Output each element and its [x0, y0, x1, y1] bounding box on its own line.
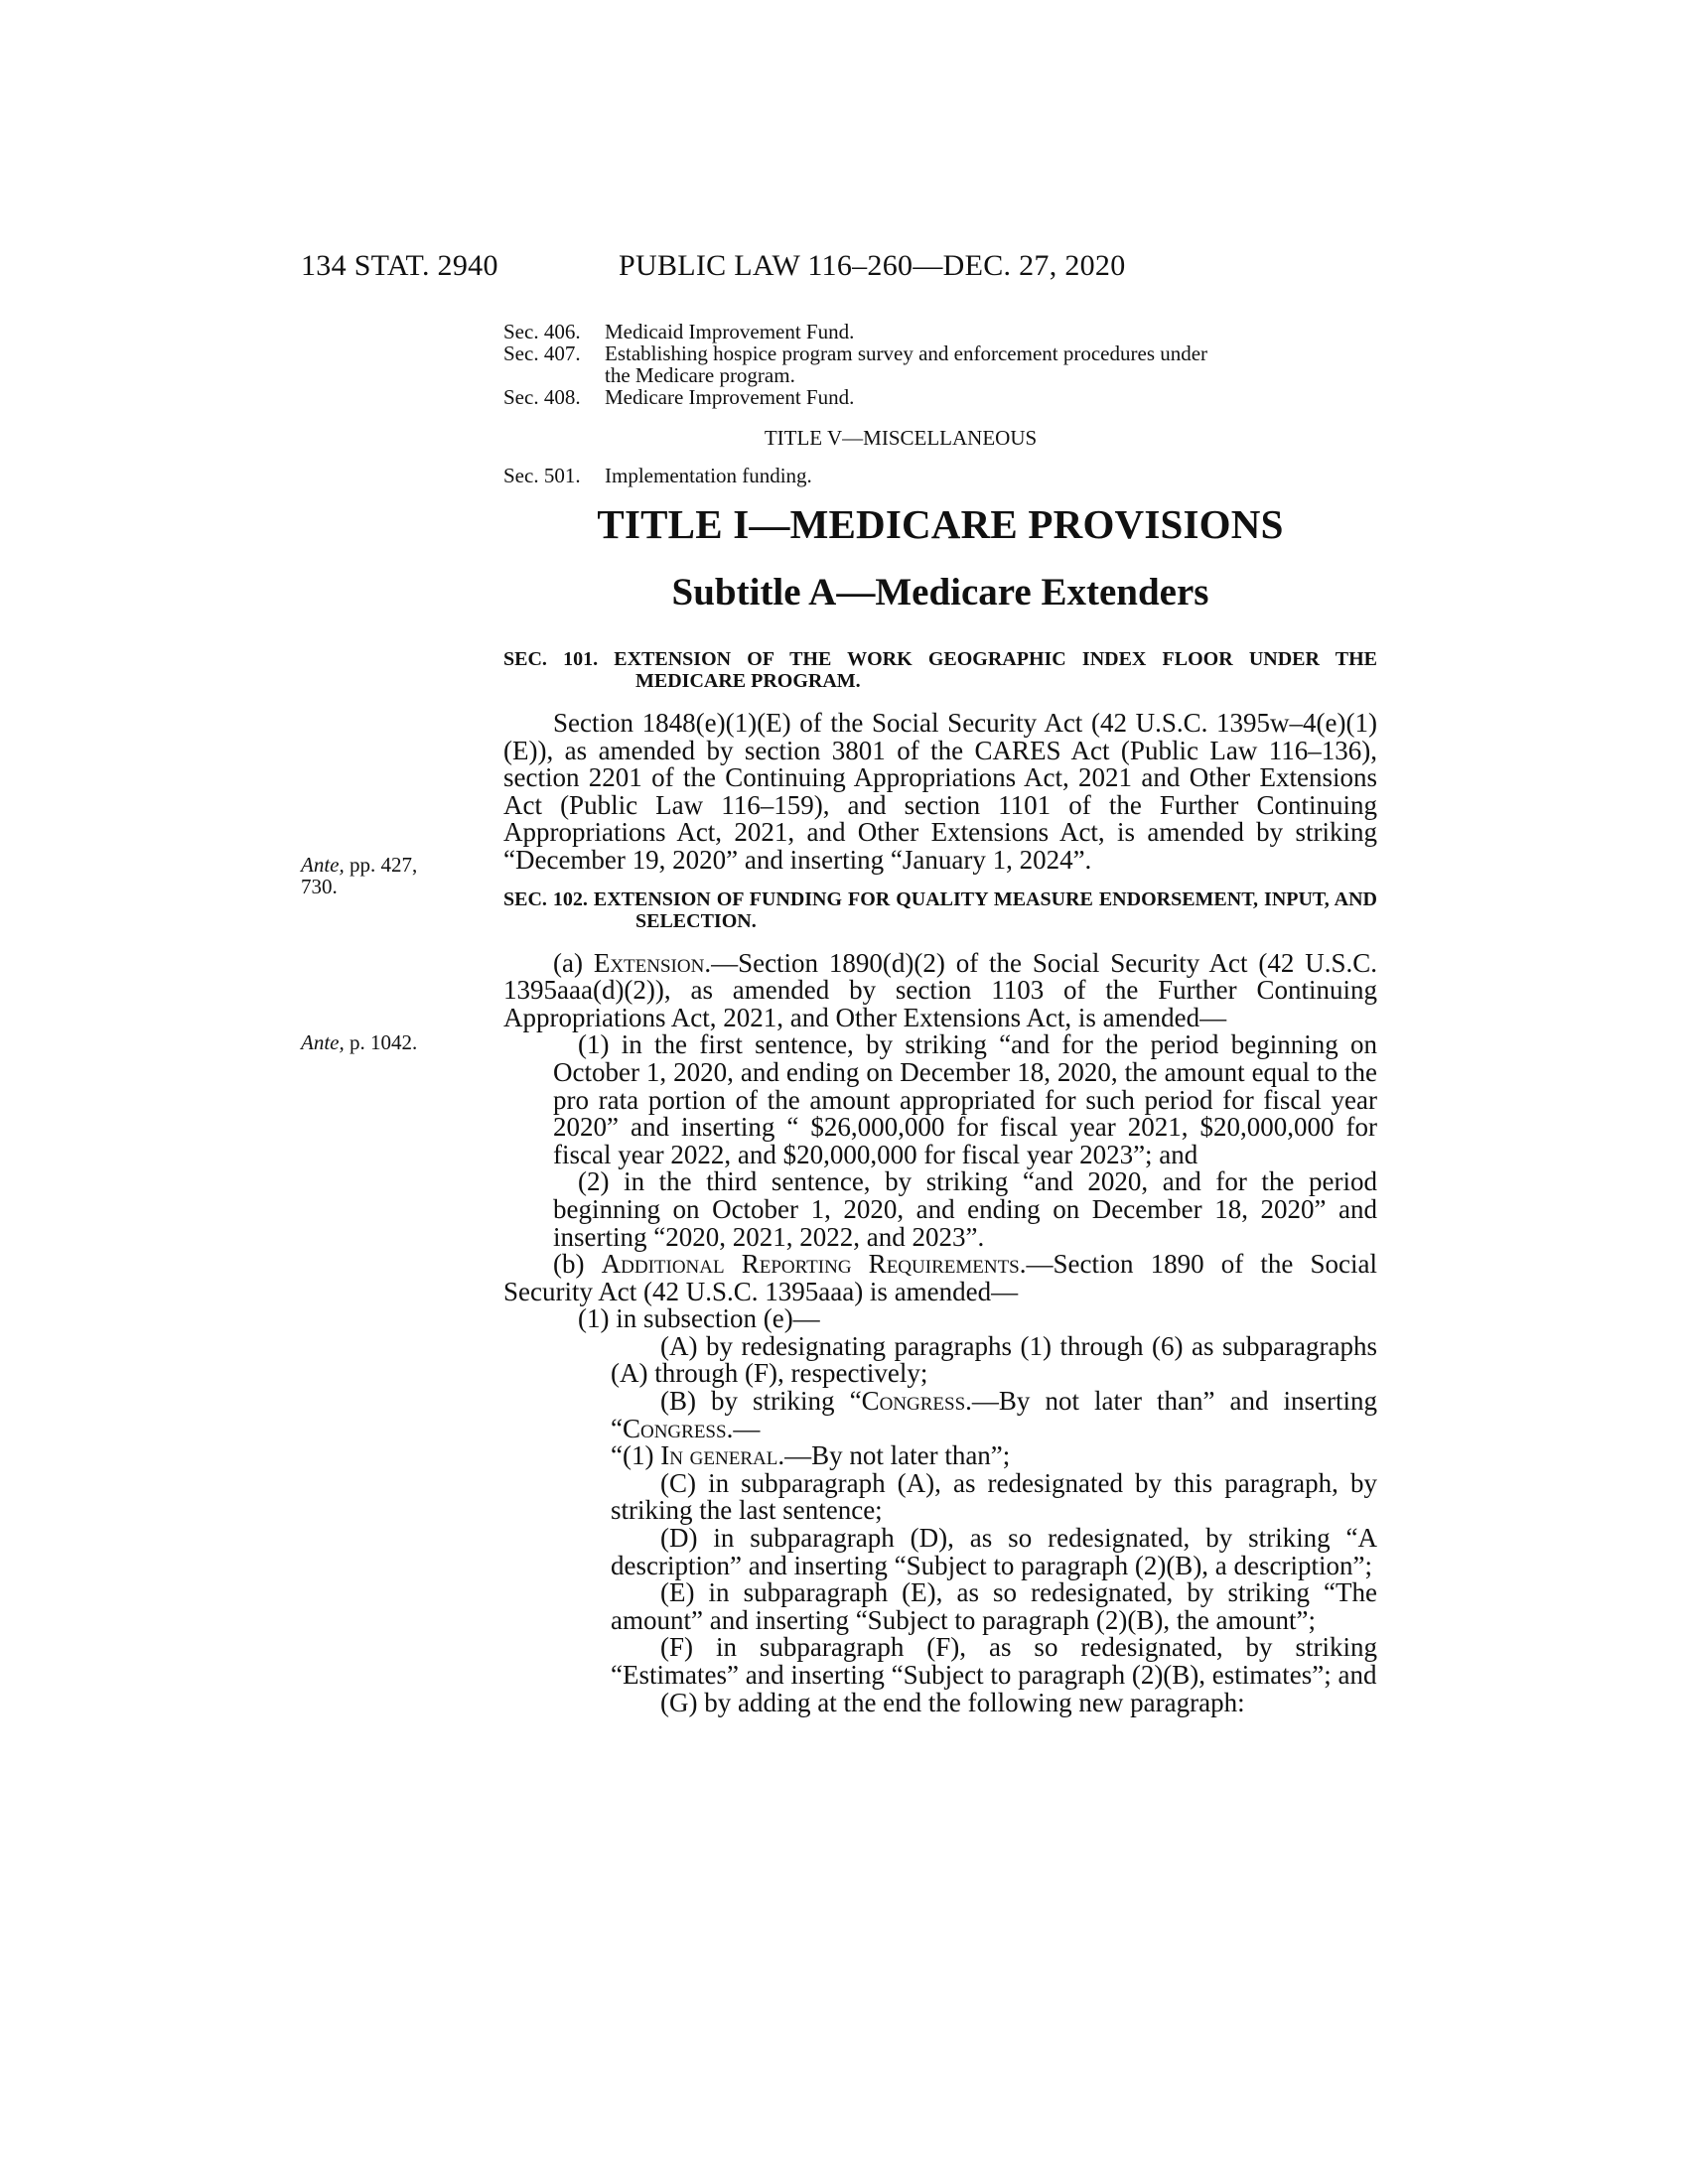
subparagraph-b-d: (D) in subparagraph (D), as so redesignated, by striking “A description” and inserting “Subject to paragraph (2)(B), a description”; — [611, 1523, 1377, 1580]
running-header — [301, 249, 1373, 289]
subsection-a: (a) Extension.—Section 1890(d)(2) of the Social Security Act (42 U.S.C. 1395aaa(d)(2)), as amended by section 1103 of the Further Continuing Appropriations Act, 2021, and Other Extensions Act, is amended— — [503, 947, 1378, 1032]
toc-entry-407 — [503, 342, 1377, 364]
toc-entry-406 — [503, 321, 1377, 342]
toc-sec-text: Medicaid Improvement Fund. — [605, 320, 855, 343]
toc-title-v: TITLE V—MISCELLANEOUS — [764, 426, 1038, 450]
law-title: PUBLIC LAW 116–260—DEC. 27, 2020 — [619, 249, 1126, 282]
title-heading: TITLE I—MEDICARE PROVISIONS — [597, 501, 1284, 547]
toc-entry-501 — [503, 465, 1377, 486]
toc-entry-408 — [503, 386, 1377, 408]
toc-sec-text: Medicare Improvement Fund. — [605, 385, 855, 409]
subparagraph-b-f: (F) in subparagraph (F), as so redesignated, by striking “Estimates” and inserting “Subject to paragraph (2)(B), estimates”; and — [611, 1632, 1377, 1690]
paragraph-b1: (1) in subsection (e)— — [578, 1303, 820, 1334]
paragraph-a2: (2) in the third sentence, by striking “and 2020, and for the period beginning on October 1, 2020, and ending on December 18, 2020” and inserting “2020, 2021, 2022, and 2023”. — [553, 1166, 1377, 1252]
margin-note-ante-1: Ante, pp. 427, 730. — [301, 853, 418, 898]
section-102-heading: SEC. 102. EXTENSION OF FUNDING FOR QUALITY MEASURE ENDORSEMENT, INPUT, AND SELECTION. — [503, 887, 1377, 932]
toc-sec-number: Sec. 408. — [503, 385, 581, 409]
subparagraph-b-b: (B) by striking “Congress.—By not later than” and inserting “Congress.— — [611, 1386, 1377, 1443]
toc-sec-number: Sec. 407. — [503, 341, 581, 365]
table-of-contents — [503, 321, 1377, 486]
subparagraph-b-e: (E) in subparagraph (E), as so redesignated, by striking “The amount” and inserting “Subject to paragraph (2)(B), the amount”; — [611, 1577, 1377, 1635]
document-body — [503, 648, 1377, 1716]
toc-sec-text: Implementation funding. — [605, 464, 812, 487]
subparagraph-b-b-insert: “(1) In general.—By not later than”; — [611, 1440, 1011, 1471]
section-101-text: Section 1848(e)(1)(E) of the Social Security Act (42 U.S.C. 1395w–4(e)(1)(E)), as amended by section 3801 of the CARES Act (Public Law 116–136), section 2201 of the Continuing Appropriations Act, 2021 and Other Extensions Act (Public Law 116–159), and section 1101 of the Further Continuing Appropriations Act, 2021, and Other Extensions Act, is amended by striking “December 19, 2020” and inserting “January 1, 2024”. — [503, 708, 1377, 875]
toc-sec-text-continued: the Medicare program. — [605, 363, 795, 387]
subparagraph-b-a: (A) by redesignating paragraphs (1) through (6) as subparagraphs (A) through (F), respectively; — [611, 1330, 1377, 1389]
page-identifier: 134 STAT. 2940 — [301, 249, 498, 282]
subparagraph-b-g: (G) by adding at the end the following new paragraph: — [660, 1687, 1245, 1717]
subtitle-heading: Subtitle A—Medicare Extenders — [671, 571, 1209, 614]
paragraph-a1: (1) in the first sentence, by striking “and for the period beginning on October 1, 2020, and ending on December 18, 2020, the amount equal to the pro rata portion of the amount appropriated for such period for fiscal year 2020” and inserting “ $26,000,000 for fiscal year 2021, $20,000,000 for fiscal year 2022, and $20,000,000 for fiscal year 2023”; and — [553, 1029, 1377, 1169]
toc-sec-number: Sec. 406. — [503, 320, 581, 343]
subsection-b: (b) Additional Reporting Requirements.—Section 1890 of the Social Security Act (42 U.S.C. 1395aaa) is amended— — [503, 1249, 1378, 1306]
toc-sec-number: Sec. 501. — [503, 464, 581, 487]
section-101-heading: SEC. 101. EXTENSION OF THE WORK GEOGRAPHIC INDEX FLOOR UNDER THE MEDICARE PROGRAM. — [503, 648, 1377, 692]
margin-note-ante-2: Ante, p. 1042. — [301, 1030, 418, 1054]
subparagraph-b-c: (C) in subparagraph (A), as redesignated by this paragraph, by striking the last sentence; — [611, 1467, 1377, 1526]
toc-sec-text: Establishing hospice program survey and enforcement procedures under — [605, 341, 1208, 365]
